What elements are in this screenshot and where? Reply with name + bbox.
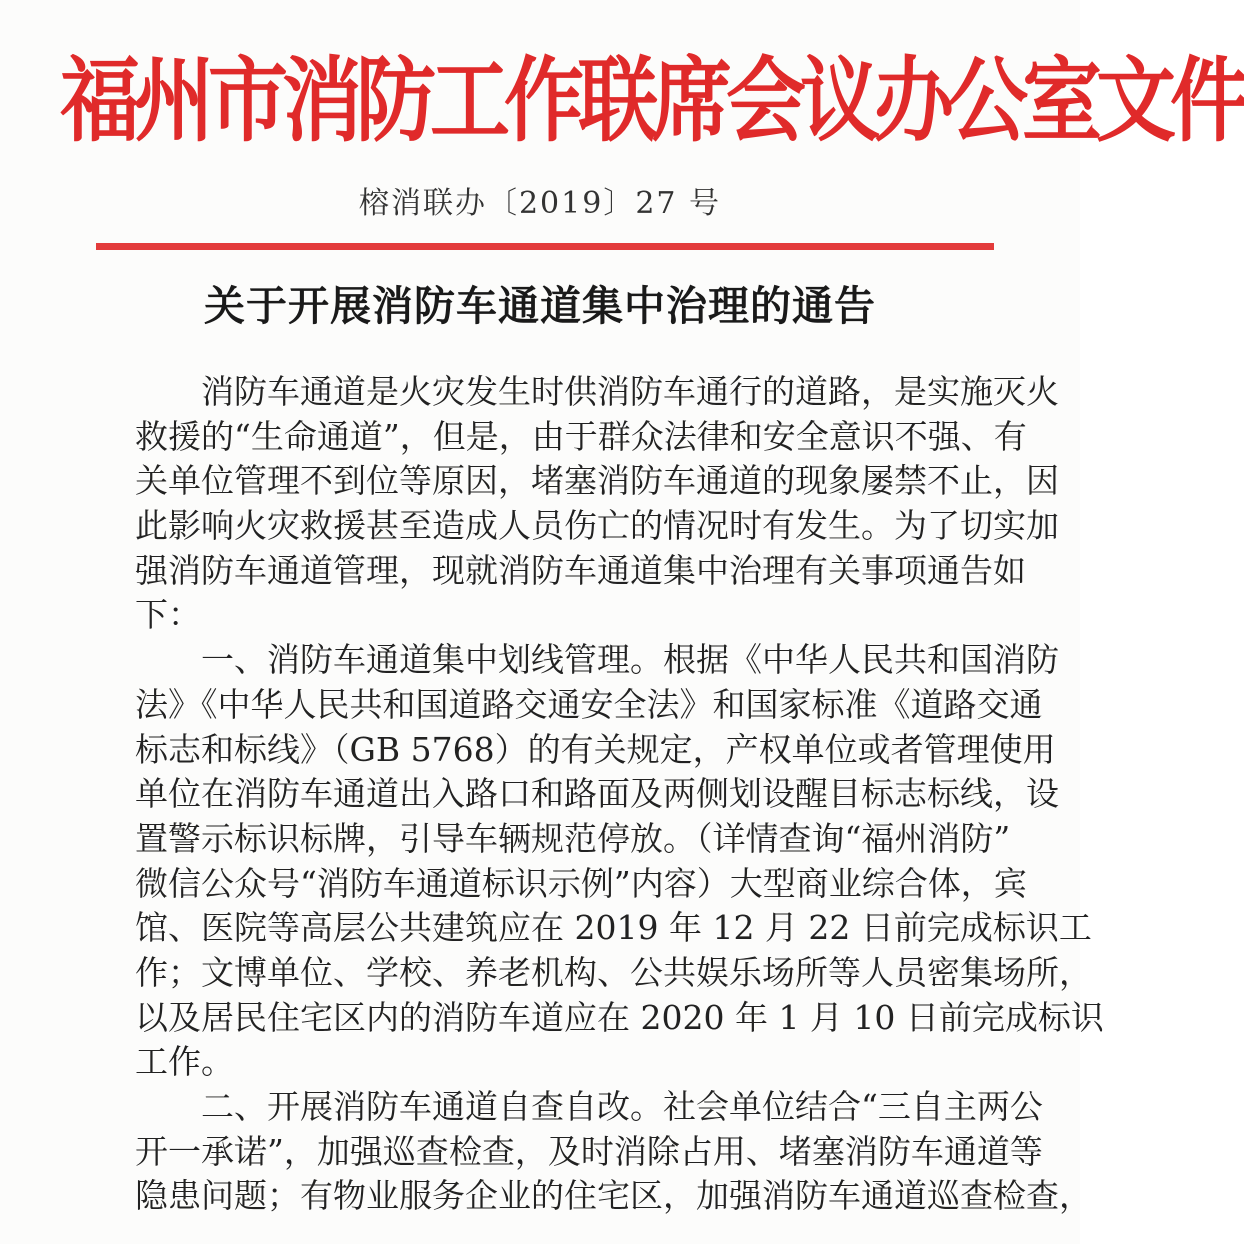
body-line: 下： bbox=[135, 595, 201, 635]
body-line: 一、消防车通道集中划线管理。根据《中华人民共和国消防 bbox=[201, 640, 1059, 680]
body-line: 馆、医院等高层公共建筑应在 2019 年 12 月 22 日前完成标识工 bbox=[135, 908, 1092, 948]
document-number: 榕消联办〔2019〕27 号 bbox=[358, 186, 722, 221]
body-line: 关单位管理不到位等原因，堵塞消防车通道的现象屡禁不止，因 bbox=[135, 461, 1059, 501]
body-line: 单位在消防车通道出入路口和路面及两侧划设醒目标志标线，设 bbox=[135, 774, 1059, 814]
body-line: 标志和标线》（GB 5768）的有关规定，产权单位或者管理使用 bbox=[135, 729, 1056, 769]
body-line: 作；文博单位、学校、养老机构、公共娱乐场所等人员密集场所， bbox=[135, 952, 1092, 992]
body-line: 救援的“生命通道”，但是，由于群众法律和安全意识不强、有 bbox=[135, 416, 1027, 456]
notice-body bbox=[135, 370, 1104, 1219]
body-line: 二、开展消防车通道自查自改。社会单位结合“三自主两公 bbox=[201, 1087, 1043, 1126]
body-line: 开一承诺”，加强巡查检查，及时消除占用、堵塞消防车通道等 bbox=[135, 1131, 1043, 1171]
document-header-title: 福州市消防工作联席会议办公室文件 bbox=[60, 47, 1244, 155]
body-line: 以及居民住宅区内的消防车道应在 2020 年 1 月 10 日前完成标识 bbox=[135, 997, 1104, 1037]
body-line: 置警示标识标牌，引导车辆规范停放。（详情查询“福州消防” bbox=[135, 818, 1011, 858]
body-line: 隐患问题；有物业服务企业的住宅区，加强消防车通道巡查检查， bbox=[135, 1176, 1092, 1216]
body-line: 工作。 bbox=[135, 1042, 234, 1082]
body-line: 法》《中华人民共和国道路交通安全法》和国家标准《道路交通 bbox=[135, 684, 1043, 724]
body-line: 消防车通道是火灾发生时供消防车通行的道路，是实施灭火 bbox=[201, 372, 1059, 411]
body-line: 强消防车通道管理，现就消防车通道集中治理有关事项通告如 bbox=[135, 550, 1026, 590]
header-red-rule bbox=[96, 243, 994, 250]
body-line: 此影响火灾救援甚至造成人员伤亡的情况时有发生。为了切实加 bbox=[135, 506, 1059, 546]
body-line: 微信公众号“消防车通道标识示例”内容）大型商业综合体，宾 bbox=[135, 863, 1027, 903]
notice-title: 关于开展消防车通道集中治理的通告 bbox=[204, 282, 876, 330]
